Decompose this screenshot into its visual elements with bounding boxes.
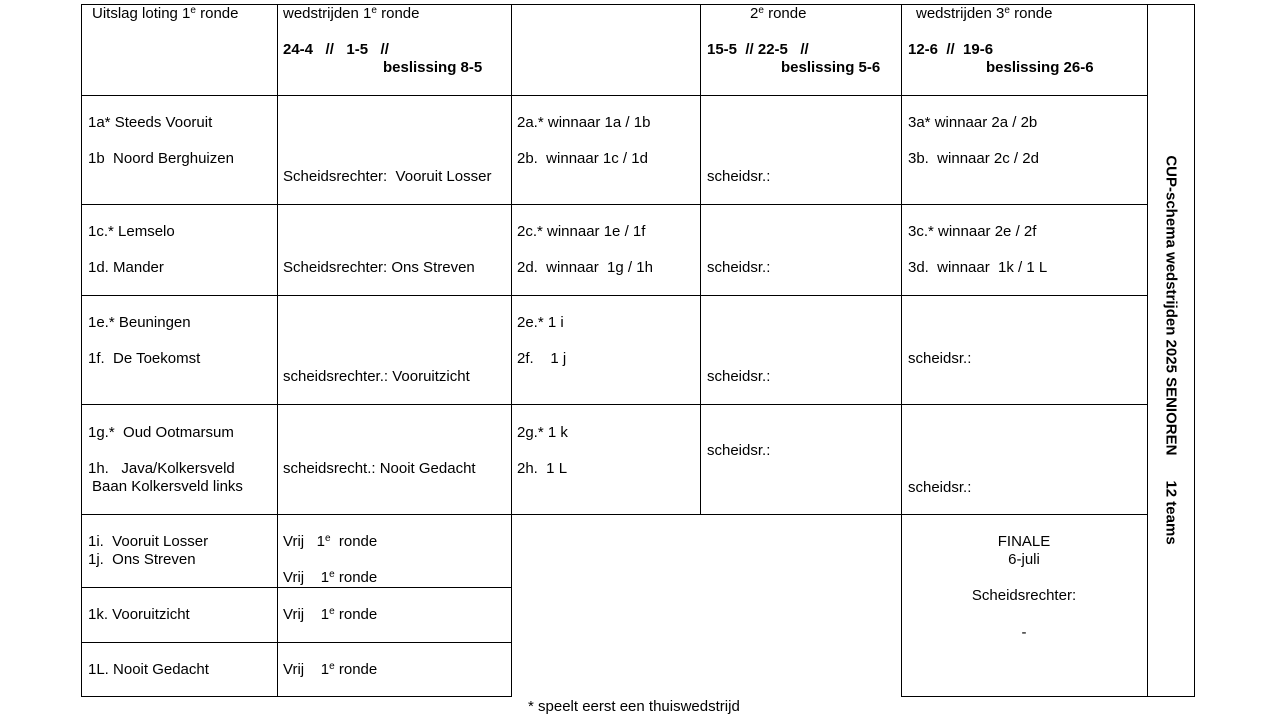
- row4-team-b-note: Baan Kolkersveld links: [92, 478, 243, 495]
- row1-team-a: 1a* Steeds Vooruit: [88, 114, 213, 131]
- vline-right: [1194, 4, 1195, 697]
- row4-r2-b: 2h. 1 L: [517, 460, 568, 477]
- row3-r2-referee: scheidsr.:: [707, 368, 771, 385]
- row4-r2-referee: scheidsr.:: [707, 442, 771, 459]
- row3-referee: scheidsrechter.: Vooruitzicht: [283, 368, 470, 385]
- footnote: * speelt eerst een thuiswedstrijd: [528, 698, 740, 715]
- header-col4: 2e ronde: [750, 5, 807, 22]
- row1-team-b: 1b Noord Berghuizen: [88, 150, 234, 167]
- bye-vrij-1l: Vrij 1e ronde: [283, 661, 378, 678]
- hline-header: [81, 95, 1148, 96]
- hline-bye2: [81, 642, 512, 643]
- row1-r2-a: 2a.* winnaar 1a / 1b: [517, 114, 651, 131]
- finale-dash: -: [1021, 624, 1027, 641]
- side-title: CUP-schema wedstrijden 2025 SENIOREN 12 teams: [1162, 155, 1180, 545]
- bye-team-1i: 1i. Vooruit Losser: [88, 533, 209, 550]
- row4-team-a: 1g.* Oud Ootmarsum: [88, 424, 234, 441]
- vline-col2: [277, 4, 278, 697]
- bye-vrij-1i: Vrij 1e ronde: [283, 533, 378, 550]
- vline-col3: [511, 4, 512, 697]
- finale-title: FINALE: [997, 533, 1051, 550]
- row2-r2-a: 2c.* winnaar 1e / 1f: [517, 223, 646, 240]
- header-col5-dates: 12-6 // 19-6: [908, 41, 994, 58]
- row2-team-b: 1d. Mander: [88, 259, 164, 276]
- bye-team-1j: 1j. Ons Streven: [88, 551, 196, 568]
- row2-referee: Scheidsrechter: Ons Streven: [283, 259, 475, 276]
- vline-col4: [700, 4, 701, 514]
- header-col2-dates: 24-4 // 1-5 //: [283, 41, 389, 58]
- row4-referee: scheidsrecht.: Nooit Gedacht: [283, 460, 476, 477]
- row2-r2-b: 2d. winnaar 1g / 1h: [517, 259, 653, 276]
- row1-r3-a: 3a* winnaar 2a / 2b: [908, 114, 1038, 131]
- row2-r2-referee: scheidsr.:: [707, 259, 771, 276]
- hline-bottom-left: [81, 696, 512, 697]
- row3-team-b: 1f. De Toekomst: [88, 350, 201, 367]
- finale-referee: Scheidsrechter:: [971, 587, 1077, 604]
- finale-date: 6-juli: [1008, 551, 1040, 568]
- header-col4-dates: 15-5 // 22-5 //: [707, 41, 809, 58]
- bye-team-1l: 1L. Nooit Gedacht: [88, 661, 209, 678]
- vline-col6: [1147, 4, 1148, 697]
- row3-r3-referee: scheidsr.:: [908, 350, 972, 367]
- row3-r2-b: 2f. 1 j: [517, 350, 567, 367]
- header-col1: Uitslag loting 1e ronde: [92, 5, 239, 22]
- bye-vrij-1j: Vrij 1e ronde: [283, 569, 378, 586]
- row3-team-a: 1e.* Beuningen: [88, 314, 191, 331]
- hline-row2: [81, 295, 1148, 296]
- header-col2: wedstrijden 1e ronde: [283, 5, 420, 22]
- header-col5: wedstrijden 3e ronde: [916, 5, 1053, 22]
- row2-r3-a: 3c.* winnaar 2e / 2f: [908, 223, 1037, 240]
- row4-team-b: 1h. Java/Kolkersveld: [88, 460, 235, 477]
- hline-row1: [81, 204, 1148, 205]
- row4-r2-a: 2g.* 1 k: [517, 424, 568, 441]
- hline-row4: [81, 514, 1148, 515]
- row2-r3-b: 3d. winnaar 1k / 1 L: [908, 259, 1048, 276]
- bye-vrij-1k: Vrij 1e ronde: [283, 606, 378, 623]
- row2-team-a: 1c.* Lemselo: [88, 223, 175, 240]
- hline-bye1: [81, 587, 512, 588]
- row1-r3-b: 3b. winnaar 2c / 2d: [908, 150, 1039, 167]
- vline-left: [81, 4, 82, 697]
- hline-bottom-right: [901, 696, 1195, 697]
- row1-r2-b: 2b. winnaar 1c / 1d: [517, 150, 648, 167]
- header-col2-beslissing: beslissing 8-5: [383, 59, 483, 76]
- hline-row3: [81, 404, 1148, 405]
- row1-r2-referee: scheidsr.:: [707, 168, 771, 185]
- row3-r2-a: 2e.* 1 i: [517, 314, 564, 331]
- header-col5-beslissing: beslissing 26-6: [986, 59, 1094, 76]
- bye-team-1k: 1k. Vooruitzicht: [88, 606, 190, 623]
- header-col4-beslissing: beslissing 5-6: [781, 59, 881, 76]
- row4-r3-referee: scheidsr.:: [908, 479, 972, 496]
- row1-referee: Scheidsrechter: Vooruit Losser: [283, 168, 492, 185]
